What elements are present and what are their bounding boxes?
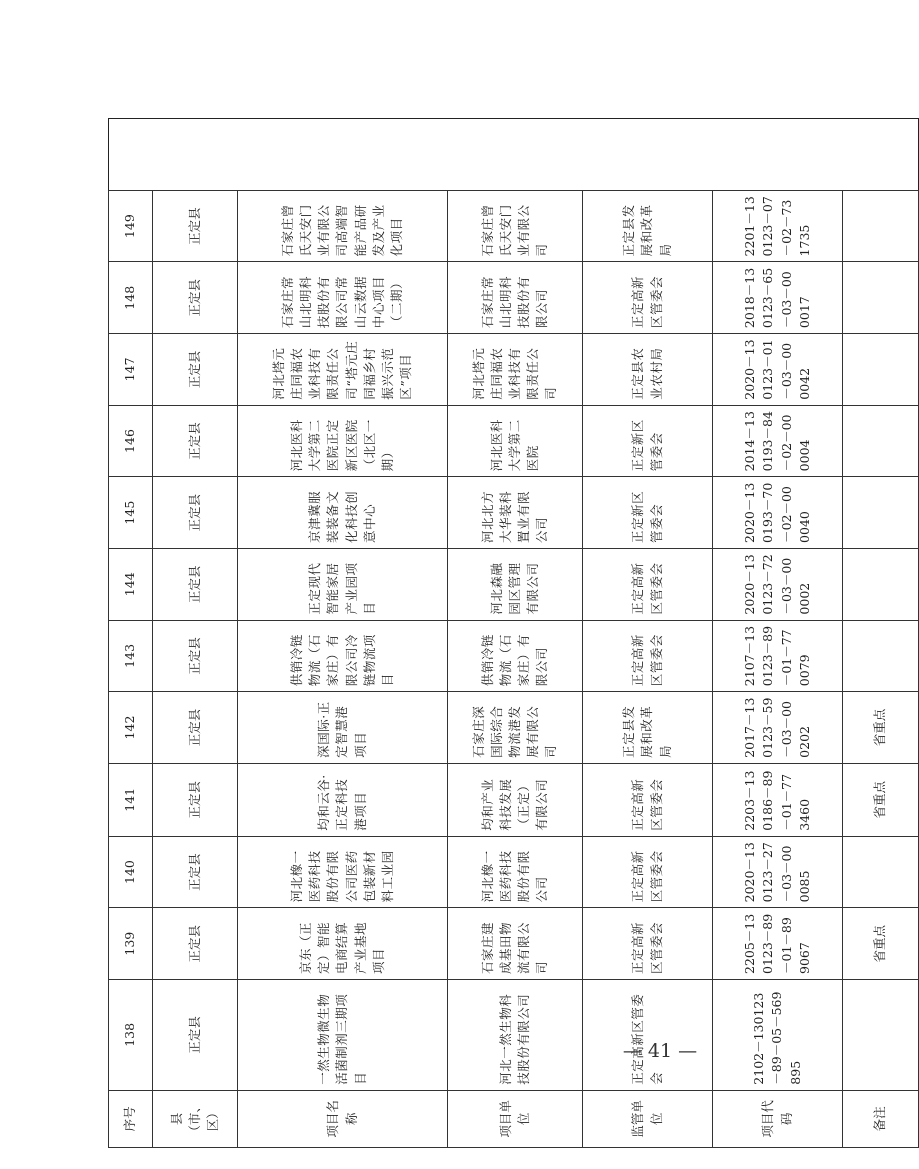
cell-name: 一然生物微生物活菌制剂三期项目: [238, 980, 448, 1091]
cell-seq: 149: [109, 190, 153, 262]
header-seq: 序号: [109, 1090, 153, 1147]
cell-supervisor: 正定县发展和改革局: [583, 692, 713, 764]
cell-name: 均和云谷·正定科技港项目: [238, 763, 448, 836]
cell-seq: 148: [109, 262, 153, 334]
cell-code: 2018－130123－65－03－000017: [713, 262, 843, 334]
cell-name: 石家庄曾氏天安门业有限公司高端智能产品研发及产业化项目: [238, 190, 448, 262]
cell-supervisor: 正定高新区管委会: [583, 763, 713, 836]
field-row-county: [153, 119, 238, 1148]
cell-county: 正定县: [153, 620, 238, 692]
cell-code: 2020－130123－72－03－000002: [713, 548, 843, 620]
cell-county: 正定县: [153, 334, 238, 406]
cell-note: [843, 477, 919, 549]
cell-name: 石家庄常山北明科技股份有限公司常山云数据中心项目（二期）: [238, 262, 448, 334]
cell-name: 河北橡一医药科技股份有限公司医药包装新材料工业园: [238, 836, 448, 908]
cell-seq: 143: [109, 620, 153, 692]
cell-supervisor: 正定新区管委会: [583, 477, 713, 549]
cell-note: 省重点: [843, 692, 919, 764]
cell-code: 2203－130186－89－01－773460: [713, 763, 843, 836]
cell-county: 正定县: [153, 763, 238, 836]
cell-seq: 138: [109, 980, 153, 1091]
cell-unit: 石家庄建成基田物流有限公司: [448, 908, 583, 980]
cell-supervisor: 正定高新区管委会: [583, 548, 713, 620]
cell-code: 2107－130123－89－01－770079: [713, 620, 843, 692]
field-row-name: [238, 119, 448, 1148]
cell-unit: 河北一然生物科技股份有限公司: [448, 980, 583, 1091]
cell-supervisor: 正定高新区管委会: [583, 262, 713, 334]
cell-name: 深国际·正定智慧港项目: [238, 692, 448, 764]
header-code: 项目代码: [713, 1090, 843, 1147]
cell-unit: 石家庄曾氏天安门业有限公司: [448, 190, 583, 262]
cell-name: 河北塔元庄同福农业科技有限责任公司“塔元庄同福乡村振兴示范区”项目: [238, 334, 448, 406]
cell-code: 2205－130123－89－01－899067: [713, 908, 843, 980]
cell-code: 2020－130123－01－03－000042: [713, 334, 843, 406]
cell-county: 正定县: [153, 980, 238, 1091]
cell-seq: 147: [109, 334, 153, 406]
cell-county: 正定县: [153, 190, 238, 262]
cell-unit: 河北塔元庄同福农业科技有限责任公司: [448, 334, 583, 406]
field-row-note: [843, 119, 919, 1148]
cell-county: 正定县: [153, 548, 238, 620]
cell-unit: 供销冷链物流（石家庄）有限公司: [448, 620, 583, 692]
cell-code: 2201－130123－07－02－731735: [713, 190, 843, 262]
cell-county: 正定县: [153, 692, 238, 764]
cell-name: 河北医科大学第二医院正定新区医院（北区一期）: [238, 405, 448, 477]
cell-supervisor: 正定高新区管委会: [583, 620, 713, 692]
cell-note: 省重点: [843, 763, 919, 836]
field-row-seq: [109, 119, 153, 1148]
header-county: 县 （市、区）: [153, 1090, 238, 1147]
cell-note: [843, 190, 919, 262]
cell-unit: 石家庄常山北明科技股份有限公司: [448, 262, 583, 334]
page-number: — 41 —: [622, 1040, 698, 1062]
cell-seq: 142: [109, 692, 153, 764]
header-name: 项目名称: [238, 1090, 448, 1147]
cell-unit: 河北北方大华装科置业有限公司: [448, 477, 583, 549]
cell-seq: 144: [109, 548, 153, 620]
cell-name: 京津冀服装装备文化科技创意中心: [238, 477, 448, 549]
cell-supervisor: 正定高新区管委会: [583, 980, 713, 1091]
cell-note: [843, 262, 919, 334]
header-note: 备注: [843, 1090, 919, 1147]
cell-county: 正定县: [153, 405, 238, 477]
cell-code: 2020－130123－27－03－000085: [713, 836, 843, 908]
cell-note: [843, 548, 919, 620]
project-table: [108, 118, 919, 1148]
cell-seq: 146: [109, 405, 153, 477]
cell-county: 正定县: [153, 262, 238, 334]
cell-note: 省重点: [843, 908, 919, 980]
cell-name: 供销冷链物流（石家庄）有限公司冷链物流项目: [238, 620, 448, 692]
cell-seq: 145: [109, 477, 153, 549]
cell-note: [843, 980, 919, 1091]
cell-name: 正定现代智能家居产业园项目: [238, 548, 448, 620]
cell-supervisor: 正定新区管委会: [583, 405, 713, 477]
cell-unit: 河北医科大学第二医院: [448, 405, 583, 477]
header-unit: 项目单位: [448, 1090, 583, 1147]
cell-unit: 均和产业科技发展（正定）有限公司: [448, 763, 583, 836]
cell-note: [843, 836, 919, 908]
cell-unit: 河北橡一医药科技股份有限公司: [448, 836, 583, 908]
cell-note: [843, 405, 919, 477]
cell-county: 正定县: [153, 836, 238, 908]
cell-supervisor: 正定高新区管委会: [583, 836, 713, 908]
cell-seq: 139: [109, 908, 153, 980]
cell-note: [843, 334, 919, 406]
field-row-supervisor: [583, 119, 713, 1148]
cell-unit: 石家庄深国际综合物流港发展有限公司: [448, 692, 583, 764]
cell-unit: 河北森融园区管理有限公司: [448, 548, 583, 620]
field-row-unit: [448, 119, 583, 1148]
cell-code: 2017－130123－59－03－000202: [713, 692, 843, 764]
cell-code: 2020－130193－70－02－000040: [713, 477, 843, 549]
field-row-code: [713, 119, 843, 1148]
cell-supervisor: 正定县农业农村局: [583, 334, 713, 406]
cell-county: 正定县: [153, 908, 238, 980]
cell-supervisor: 正定高新区管委会: [583, 908, 713, 980]
cell-seq: 140: [109, 836, 153, 908]
cell-code: 2014－130193－84－02－000004: [713, 405, 843, 477]
cell-county: 正定县: [153, 477, 238, 549]
cell-code: 2102－130123－89－05－569895: [713, 980, 843, 1091]
cell-name: 京东（正定）智能电商结算产业基地项目: [238, 908, 448, 980]
cell-note: [843, 620, 919, 692]
cell-seq: 141: [109, 763, 153, 836]
header-supervisor: 监管单位: [583, 1090, 713, 1147]
cell-supervisor: 正定县发展和改革局: [583, 190, 713, 262]
